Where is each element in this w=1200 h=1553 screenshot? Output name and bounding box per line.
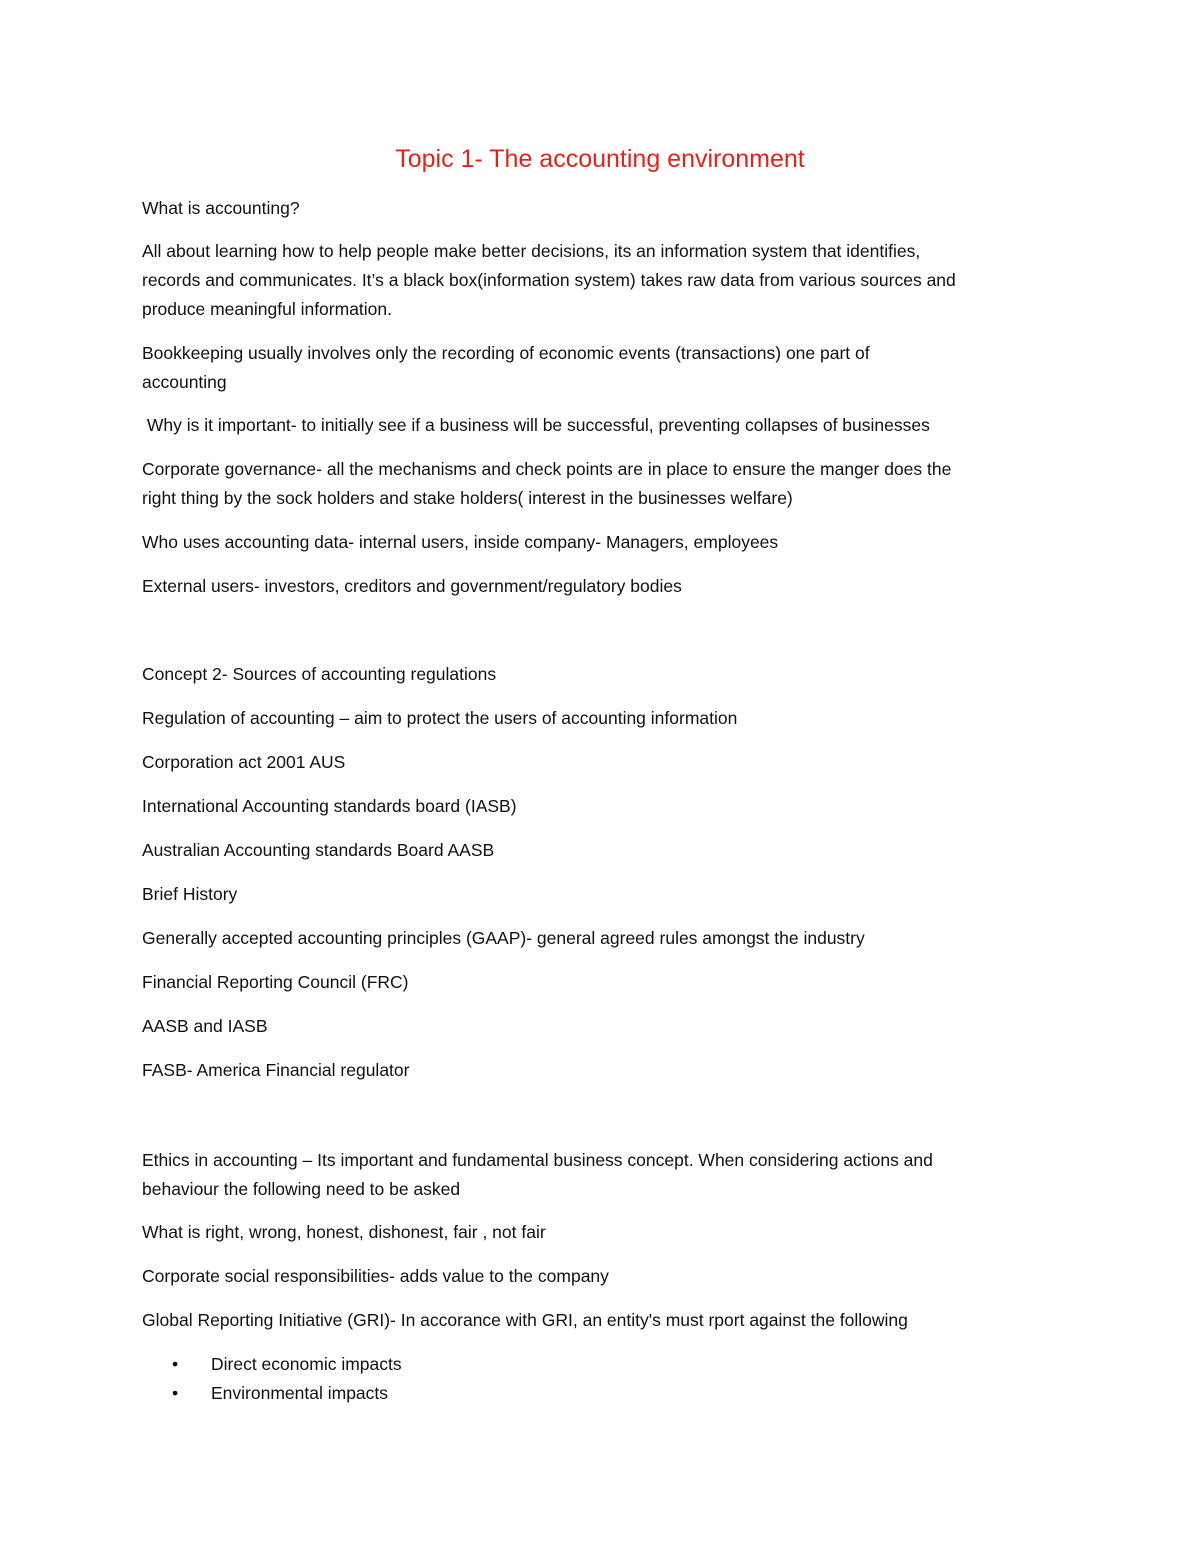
why-important-paragraph: Why is it important- to initially see if a business will be successful, preventing collapses of businesses [142, 415, 930, 435]
what-paragraph-line-3: produce meaningful information. [142, 299, 393, 319]
governance-line-2: right thing by the sock holders and stake holders( interest in the businesses welfare) [142, 488, 793, 508]
governance-line-1: Corporate governance- all the mechanisms and check points are in place to ensure the manger does the [142, 459, 952, 479]
list-item [172, 1350, 402, 1379]
external-users-paragraph: External users- investors, creditors and government/regulatory bodies [142, 576, 682, 596]
corporation-act-line: Corporation act 2001 AUS [142, 752, 346, 772]
brief-history-line: Brief History [142, 884, 238, 904]
question-what-is-accounting: What is accounting? [142, 198, 300, 218]
csr-line: Corporate social responsibilities- adds value to the company [142, 1266, 609, 1286]
ethics-line-1: Ethics in accounting – Its important and fundamental business concept. When considering actions and [142, 1150, 933, 1170]
frc-line: Financial Reporting Council (FRC) [142, 972, 409, 992]
gri-line: Global Reporting Initiative (GRI)- In accorance with GRI, an entity's must rport against the following [142, 1310, 908, 1330]
gaap-line: Generally accepted accounting principles (GAAP)- general agreed rules amongst the industry [142, 928, 865, 948]
bullet-icon: • [172, 1383, 179, 1403]
concept-2-heading: Concept 2- Sources of accounting regulations [142, 664, 497, 684]
ethics-line-2: behaviour the following need to be asked [142, 1179, 461, 1199]
fasb-line: FASB- America Financial regulator [142, 1060, 410, 1080]
list-item-text: Environmental impacts [211, 1383, 389, 1403]
list-item [172, 1379, 388, 1408]
aasb-line: Australian Accounting standards Board AASB [142, 840, 495, 860]
right-wrong-line: What is right, wrong, honest, dishonest, fair , not fair [142, 1222, 546, 1242]
what-paragraph-line-2: records and communicates. It’s a black box(information system) takes raw data from various sources and [142, 270, 956, 290]
who-uses-paragraph: Who uses accounting data- internal users, inside company- Managers, employees [142, 532, 779, 552]
bookkeeping-line-2: accounting [142, 372, 227, 392]
aasb-iasb-line: AASB and IASB [142, 1016, 268, 1036]
iasb-line: International Accounting standards board (IASB) [142, 796, 517, 816]
page-title: Topic 1- The accounting environment [395, 145, 805, 173]
bullet-icon: • [172, 1354, 179, 1374]
regulation-paragraph: Regulation of accounting – aim to protect the users of accounting information [142, 708, 738, 728]
list-item-text: Direct economic impacts [211, 1354, 402, 1374]
what-paragraph-line-1: All about learning how to help people make better decisions, its an information system that identifies, [142, 241, 921, 261]
bookkeeping-line-1: Bookkeeping usually involves only the recording of economic events (transactions) one part of [142, 343, 870, 363]
